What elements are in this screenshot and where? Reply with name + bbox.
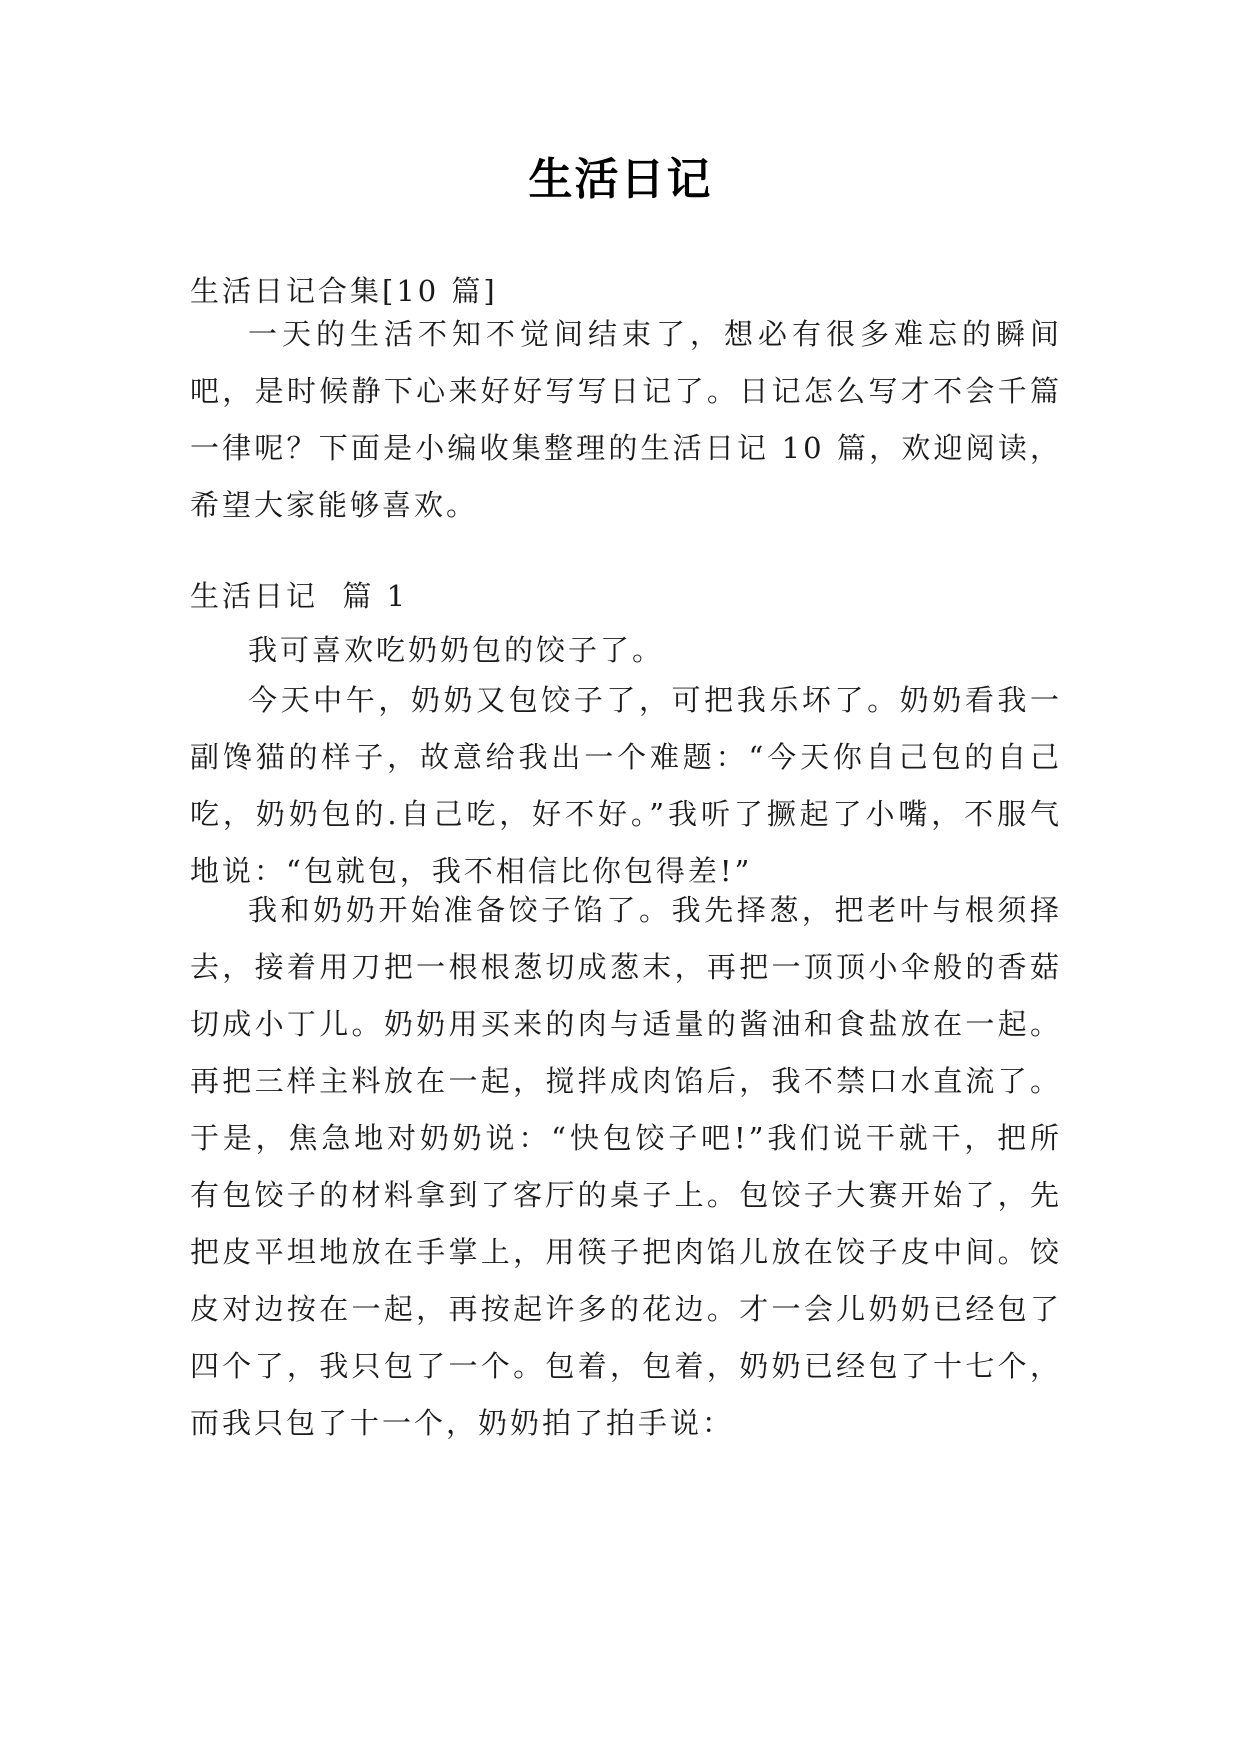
page-title: 生活日记 <box>528 154 713 205</box>
section-heading: 生活日记 篇 1 <box>190 579 409 613</box>
intro-paragraph: 一天的生活不知不觉间结束了，想必有很多难忘的瞬间吧，是时候静下心来好好写写日记了。日记怎么写才不会千篇一律呢？下面是小编收集整理的生活日记 10 篇，欢迎阅读，希望大家能够喜欢。 <box>190 317 1062 522</box>
body-paragraph: 今天中午，奶奶又包饺子了，可把我乐坏了。奶奶看我一副馋猫的样子，故意给我出一个难题：“今天你自己包的自己吃，奶奶包的.自己吃，好不好。”我听了撅起了小嘴，不服气地说：“包就包，我不相信比你包得差!” <box>190 683 1062 888</box>
body-paragraph: 我和奶奶开始准备饺子馅了。我先择葱，把老叶与根须择去，接着用刀把一根根葱切成葱末，再把一顶顶小伞般的香菇切成小丁儿。奶奶用买来的肉与适量的酱油和食盐放在一起。再把三样主料放在一起，搅拌成肉馅后，我不禁口水直流了。于是，焦急地对奶奶说：“快包饺子吧!”我们说干就干，把所有包饺子的材料拿到了客厅的桌子上。包饺子大赛开始了，先把皮平坦地放在手掌上，用筷子把肉馅儿放在饺子皮中间。饺皮对边按在一起，再按起许多的花边。才一会儿奶奶已经包了四个了，我只包了一个。包着，包着，奶奶已经包了十七个，而我只包了十一个，奶奶拍了拍手说： <box>190 893 1062 1440</box>
collection-heading: 生活日记合集[10 篇] <box>190 274 498 308</box>
body-paragraph: 我可喜欢吃奶奶包的饺子了。 <box>248 633 665 667</box>
